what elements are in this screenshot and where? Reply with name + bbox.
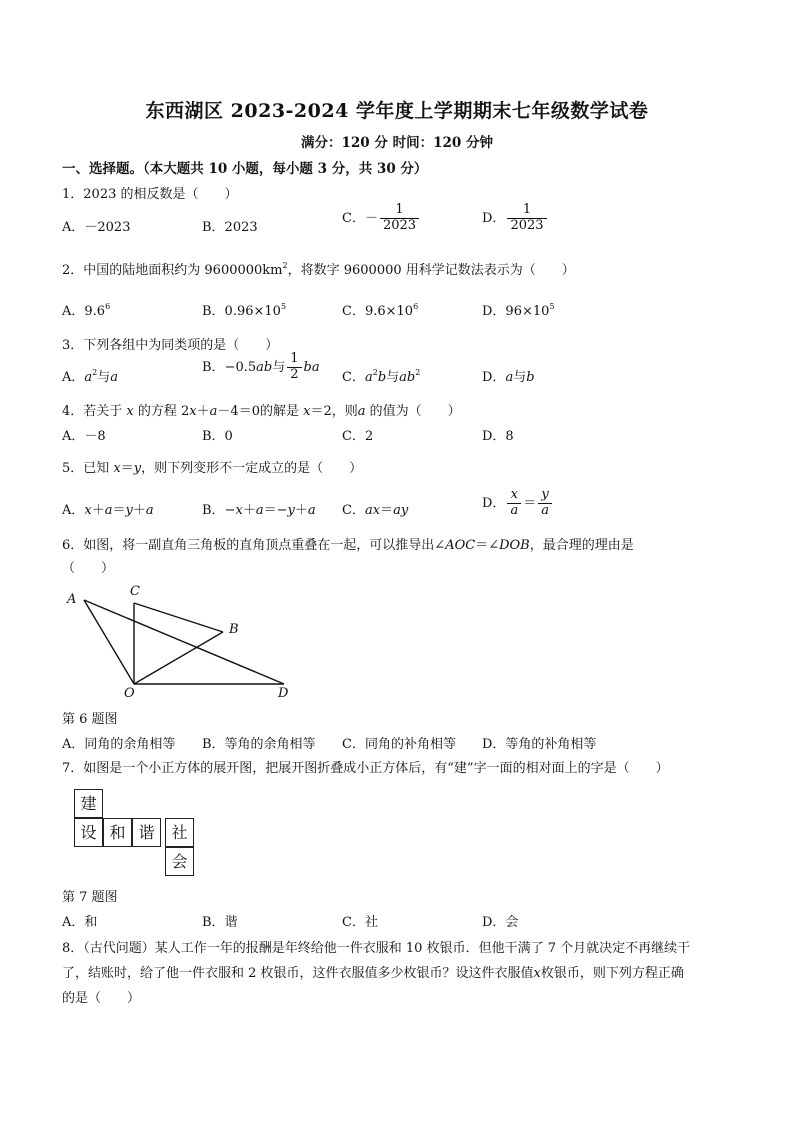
cube-cell-he: 和	[103, 818, 132, 847]
q8-line2: 了，结账时，给了他一件衣服和 2 枚银币，这件衣服值多少枚银币？设这件衣服值x枚银币，则下列方程正确	[62, 966, 684, 981]
q6-option-a: A．同角的余角相等	[62, 737, 176, 752]
q2-c-base: C．9.6×10	[342, 304, 414, 319]
q3-option-c: C．$a^2b$与$ab^2$	[342, 368, 421, 385]
point-label-c: C	[130, 584, 140, 599]
cube-cell-she: 设	[74, 818, 103, 847]
q2-option-b	[202, 300, 286, 319]
q7-option-b: B．谐	[202, 915, 238, 930]
q4-stem-end: ，则	[331, 404, 358, 419]
q7-option-d: D．会	[482, 915, 519, 930]
q5-option-c: C．ax＝ay	[342, 503, 409, 518]
q5-b-label: B．	[202, 503, 225, 518]
q3-option-a: A．$a^2$与a	[62, 368, 119, 385]
q3-d-label: D．	[482, 370, 506, 385]
q1-option-b: B．2023	[202, 220, 258, 235]
q6-option-b: B．等角的余角相等	[202, 737, 316, 752]
q4-option-b: B．0	[202, 429, 233, 444]
q6-diagram	[60, 580, 300, 705]
q3-stem: 3．下列各组中为同类项的是（ ）	[62, 338, 279, 353]
q2-a-base: A．9.6	[62, 304, 106, 319]
q7-option-c: C．社	[342, 915, 378, 930]
q1-stem: 1．2023 的相反数是（ ）	[62, 187, 238, 202]
q3-a-label: A．	[62, 370, 85, 385]
q2-d-exp: 5	[549, 302, 555, 311]
q1-c-prefix: C．－	[342, 210, 378, 226]
q2-option-a	[62, 300, 110, 319]
exam-title: 东西湖区 2023-2024 学年度上学期期末七年级数学试卷	[145, 100, 649, 122]
q4-stem-pre: 4．若关于	[62, 404, 127, 419]
q1-option-a: A．－2023	[62, 220, 131, 235]
q7-caption: 第 7 题图	[62, 890, 118, 905]
q2-b-exp: 5	[280, 302, 287, 311]
q4-option-a: A．－8	[62, 429, 106, 444]
q2-stem: 2．中国的陆地面积约为 $9600000km^2$，将数字 9600000 用科学记数法表示为（ ）	[62, 261, 575, 278]
q2-option-d	[482, 300, 555, 319]
q8-line1: 8．（古代问题）某人工作一年的报酬是年终给他一件衣服和 10 枚银币．但他干满了 7 个月就决定不再继续干	[62, 941, 691, 956]
q5-option-a: A．x＋a＝y＋a	[62, 503, 154, 518]
q4-stem-mid2: 的解是	[259, 404, 304, 419]
q5-stem: 5．已知 x＝y，则下列变形不一定成立的是（ ）	[62, 461, 363, 476]
q5-stem-pre: 5．已知	[62, 461, 114, 476]
q7-stem: 7．如图是一个小正方体的展开图，把展开图折叠成小正方体后，有“建”字一面的相对面上的字是（ ）	[62, 761, 669, 776]
cube-cell-shehui: 社	[165, 818, 194, 847]
line-a-d	[84, 600, 284, 684]
q6-stem: 6．如图，将一副直角三角板的直角顶点重叠在一起，可以推导出∠AOC＝∠DOB，最合理的理由是	[62, 538, 634, 553]
q1-c-fraction	[380, 203, 419, 234]
q2-d-base: D．96×10	[482, 304, 550, 319]
q3-option-d: D．a与b	[482, 370, 535, 385]
q8-line3: 的是（ ）	[62, 991, 141, 1006]
q4-option-c: C．2	[342, 429, 374, 444]
q2-a-exp: 6	[105, 302, 111, 311]
q6-paren: （ ）	[62, 561, 115, 576]
q5-d-label: D．	[482, 495, 506, 511]
q6-option-c: C．同角的补角相等	[342, 737, 456, 752]
q6-option-d: D．等角的补角相等	[482, 737, 597, 752]
q5-c-label: C．	[342, 503, 365, 518]
point-label-a: A	[67, 592, 77, 607]
line-c-b	[134, 603, 223, 632]
q2-stem-pre: 2．中国的陆地面积约为 9600000km	[62, 263, 283, 278]
q1-c-den: 2023	[382, 217, 417, 233]
q4-option-d: D．8	[482, 429, 514, 444]
q2-b-base: B．0.96×10	[202, 304, 281, 319]
q8-line2-post: 枚银币，则下列方程正确	[540, 966, 684, 981]
q6-caption: 第 6 题图	[62, 712, 118, 727]
point-label-b: B	[229, 622, 239, 637]
q5-option-b: B．−x＋a＝−y＋a	[202, 503, 316, 518]
q1-d-fraction	[507, 203, 546, 234]
q1-option-c	[342, 203, 421, 234]
q2-option-c	[342, 300, 418, 319]
q3-c-label: C．	[342, 370, 365, 385]
cube-cell-hui: 会	[165, 847, 194, 876]
q1-d-prefix: D．	[482, 210, 506, 226]
point-label-d: D	[278, 686, 289, 701]
cube-cell-xie: 谐	[132, 818, 161, 847]
q1-d-den: 2023	[510, 217, 544, 233]
line-a-o	[84, 600, 134, 684]
q5-stem-post: ，则下列变形不一定成立的是（ ）	[141, 461, 363, 476]
q4-stem: 4．若关于 x 的方程 2x＋a－4＝0的解是 x＝2，则a 的值为（ ）	[62, 404, 461, 419]
q8-line2-pre: 了，结账时，给了他一件衣服和 2 枚银币，这件衣服值多少枚银币？设这件衣服值	[62, 966, 534, 981]
point-label-o: O	[124, 686, 135, 701]
q4-stem-mid: 的方程 2	[133, 404, 190, 419]
section-heading: 一、选择题。（本大题共 10 小题，每小题 3 分，共 30 分）	[62, 161, 428, 177]
q5-a-label: A．	[62, 503, 85, 518]
q3-b-label: B．	[202, 359, 225, 375]
exam-subtitle: 满分：120 分 时间：120 分钟	[301, 135, 493, 151]
q1-option-d	[482, 203, 549, 234]
q1-c-num: 1	[380, 203, 419, 219]
q5-option-d: D． $\frac{x}{a}$ ＝ $\frac{y}{a}$	[482, 488, 554, 519]
cube-cell-jian: 建	[74, 789, 103, 818]
q6-stem-pre: 6．如图，将一副直角三角板的直角顶点重叠在一起，可以推导出	[62, 538, 435, 553]
q7-option-a: A．和	[62, 915, 98, 930]
q2-stem-post: ，将数字 9600000 用科学记数法表示为（ ）	[287, 263, 575, 278]
q2-c-exp: 6	[413, 302, 419, 311]
q3-option-b: B．−0.5ab与 $\frac{1}{2}$ ba	[202, 351, 320, 382]
q6-stem-post: ，最合理的理由是	[529, 538, 634, 553]
q1-d-num: 1	[507, 203, 546, 219]
q4-stem-tail: 的值为（ ）	[365, 404, 461, 419]
